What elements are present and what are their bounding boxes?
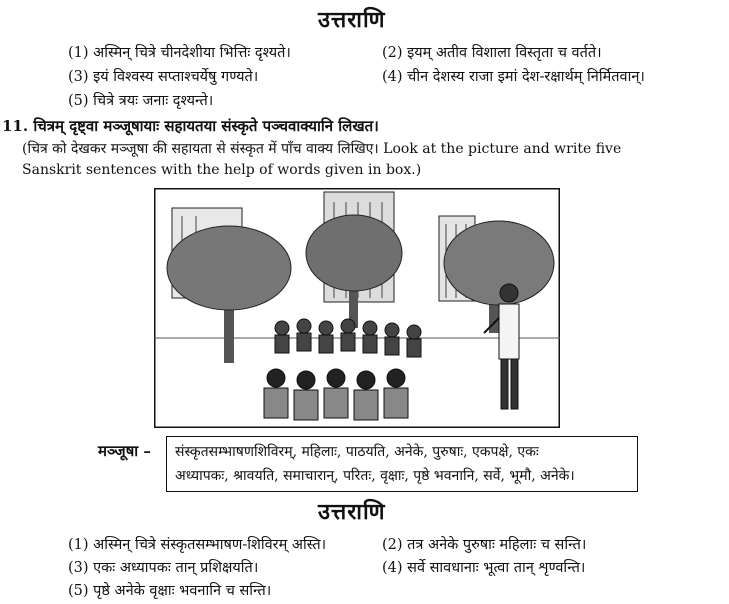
answer-2-5: (5) पृष्ठे अनेके वृक्षाः भवनानि च सन्ति। — [68, 583, 272, 599]
answer-1-4: (4) चीन देशस्य राजा इमां देश-रक्षार्थम् निर्मितवान्। — [382, 69, 645, 85]
answer-2-4: (4) सर्वे सावधानाः भूत्वा तान् शृण्वन्ति। — [382, 560, 586, 576]
manjusha-line-1: संस्कृतसम्भाषणशिविरम्, महिलाः, पाठयति, अनेके, पुरुषाः, एकपक्षे, एकः — [175, 444, 539, 460]
answer-1-5: (5) चित्रे त्रयः जनाः दृश्यन्ते। — [68, 93, 214, 109]
question-title: 11. चित्रम् दृष्ट्वा मञ्जूषायाः सहायतया संस्कृते पञ्चवाक्यानि लिखत। — [2, 117, 379, 135]
manjusha-label: मञ्जूषा – — [98, 442, 151, 460]
answers-heading-2: उत्तराणि — [318, 499, 386, 525]
manjusha-box — [166, 436, 638, 492]
answer-2-1: (1) अस्मिन् चित्रे संस्कृतसम्भाषण-शिविरम् अस्ति। — [68, 537, 327, 553]
manjusha-line-2: अध्यापकः, श्रावयति, समाचारान्, परितः, वृक्षाः, पृष्ठे भवनानि, सर्वे, भूमौ, अनेके। — [175, 468, 575, 484]
answer-2-2: (2) तत्र अनेके पुरुषाः महिलाः च सन्ति। — [382, 537, 587, 553]
scene-illustration — [154, 188, 560, 428]
answer-1-1: (1) अस्मिन् चित्रे चीनदेशीया भित्तिः दृश्यते। — [68, 45, 291, 61]
question-instruction-2: Sanskrit sentences with the help of words given in box.) — [22, 162, 422, 178]
answers-heading-1: उत्तराणि — [318, 7, 386, 33]
answer-2-3: (3) एकः अध्यापकः तान् प्रशिक्षयति। — [68, 560, 259, 576]
question-instruction-1: (चित्र को देखकर मञ्जूषा की सहायता से संस्कृत में पाँच वाक्य लिखिए। Look at the picture and write five — [22, 141, 622, 157]
answer-1-3: (3) इयं विश्वस्य सप्ताश्चर्येषु गण्यते। — [68, 69, 259, 85]
answer-1-2: (2) इयम् अतीव विशाला विस्तृता च वर्तते। — [382, 45, 602, 61]
